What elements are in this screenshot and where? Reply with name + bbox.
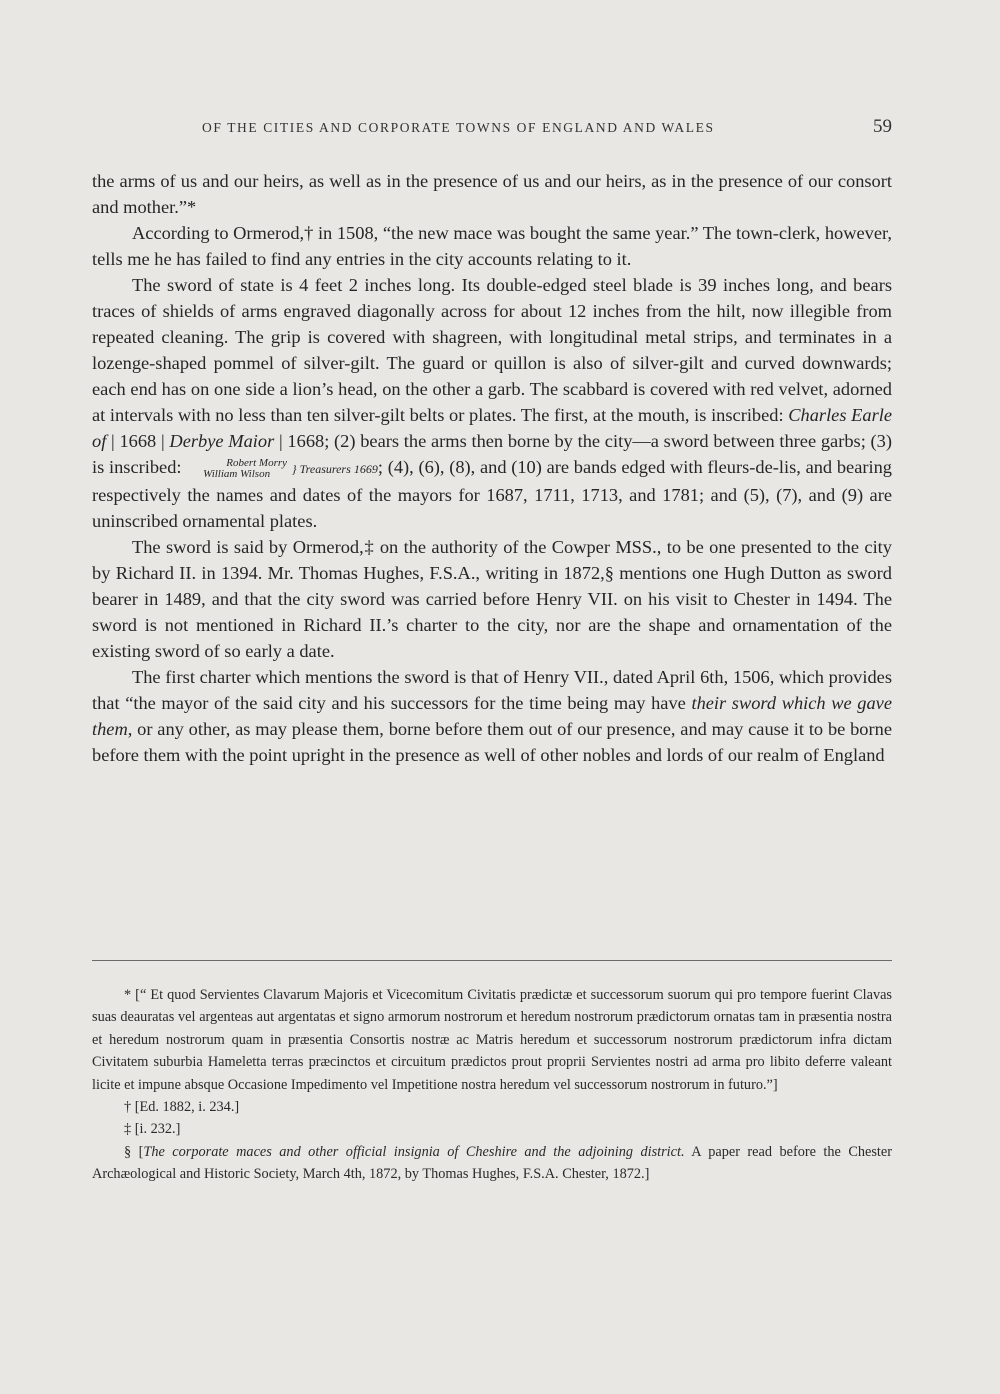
paragraph-3 xyxy=(92,272,892,534)
page-header xyxy=(92,118,892,142)
footnote-star: * [“ Et quod Servientes Clavarum Majoris et Vicecomitum Civitatis prædictæ et successorum suorum qui pro tempore fuerint Clavas suas deauratas vel argenteas aut argentatas et signo armorum nostrorum et heredum nostrorum prædictorum ornatas tam in præsentia nostra et heredum nostrorum quam in præsentia Consortis nostræ ac Matris heredum et successorum nostrorum prædictorum infra dictam Civitatem suburbia Hameletta terras præcinctos et circuitum prædictos prout proprii Servientes nostri ad arma pro libito deferre valeant licite et impune absque Occasione Impedimento vel Impetitione nostra heredum vel successorum nostrorum in futuro.”] xyxy=(92,987,892,1093)
inscription-separator: | 1668 | xyxy=(106,431,170,451)
footnote-section-rest: A paper read before the Chester Archæological and Historic Society, March 4th, 1872, by Thomas Hughes, F.S.A. Chester, 1872.] xyxy=(92,1143,893,1183)
footnote-dagger: † [Ed. 1882, i. 234.] xyxy=(124,1099,240,1116)
paragraph-3-text-b: | 1668; (2) bears the arms then borne by the city—a sword between three garbs; (3) is inscribed: xyxy=(92,431,892,477)
footnote-rule xyxy=(92,960,892,961)
paragraph-5 xyxy=(92,664,892,768)
running-head: OF THE CITIES AND CORPORATE TOWNS OF ENGLAND AND WALES xyxy=(202,120,715,135)
paragraph-1: the arms of us and our heirs, as well as in the presence of us and our heirs, as in the presence of our consort and mother.”* xyxy=(92,171,892,217)
footnote-double-dagger: ‡ [i. 232.] xyxy=(124,1121,181,1138)
paragraph-3-text-c: ; (4), (6), (8), and (10) are bands edged with fleurs-de-lis, and bearing respectively the names and dates of the mayors for 1687, 1711, 1713, and 1781; and (5), (7), and (9) are uninscribed ornamental plates. xyxy=(92,457,892,531)
quote-their-sword: their sword which we gave them xyxy=(92,693,892,739)
paragraph-3-text-a: The sword of state is 4 feet 2 inches long. Its double-edged steel blade is 39 inches long, and bears traces of shields of arms engraved diagonally across for about 12 inches from the hilt, now illegible from repeated cleaning. The grip is covered with shagreen, with longitudinal metal strips, and terminates in a lozenge-shaped pommel of silver-gilt. The guard or quillon is also of silver-gilt and curved downwards; each end has on one side a lion’s head, on the other a garb. The scabbard is covered with red velvet, adorned at intervals with no less than ten silver-gilt belts or plates. The first, at the mouth, is inscribed: xyxy=(92,275,892,425)
footnote-section-mark: § [ xyxy=(124,1143,144,1160)
inscription-charles-earle: Charles Earle of xyxy=(92,405,892,451)
footnote-section-title: The corporate maces and other official insignia of Cheshire and the adjoining district. xyxy=(143,1143,685,1160)
footnotes xyxy=(92,984,892,1186)
treasurers-inscription xyxy=(186,458,287,480)
treasurer-robert-morry: Robert Morry xyxy=(226,456,288,469)
treasurer-william-wilson: William Wilson xyxy=(203,467,271,480)
inscription-derbye-maior: Derbye Maior xyxy=(169,431,275,451)
treasurers-label: } Treasurers 1669 xyxy=(291,462,378,476)
paragraph-5-text-a: The first charter which mentions the sword is that of Henry VII., dated April 6th, 1506, which provides that “the mayor of the said city and his successors for the time being may have xyxy=(92,667,892,713)
paragraph-5-text-b: , or any other, as may please them, borne before them out of our presence, and may cause it to be borne before them with the point upright in the presence as well of other nobles and lords of our realm of England xyxy=(92,719,892,765)
footnote-section xyxy=(92,1141,892,1186)
body-text xyxy=(92,168,892,768)
paragraph-2: According to Ormerod,† in 1508, “the new mace was bought the same year.” The town-clerk, however, tells me he has failed to find any entries in the city accounts relating to it. xyxy=(92,223,892,269)
paragraph-4: The sword is said by Ormerod,‡ on the authority of the Cowper MSS., to be one presented to the city by Richard II. in 1394. Mr. Thomas Hughes, F.S.A., writing in 1872,§ mentions one Hugh Dutton as sword bearer in 1489, and that the city sword was carried before Henry VII. on his visit to Chester in 1494. The sword is not mentioned in Richard II.’s charter to the city, nor are the shape and ornamentation of the existing sword of so early a date. xyxy=(92,537,892,661)
page-number: 59 xyxy=(873,116,892,137)
